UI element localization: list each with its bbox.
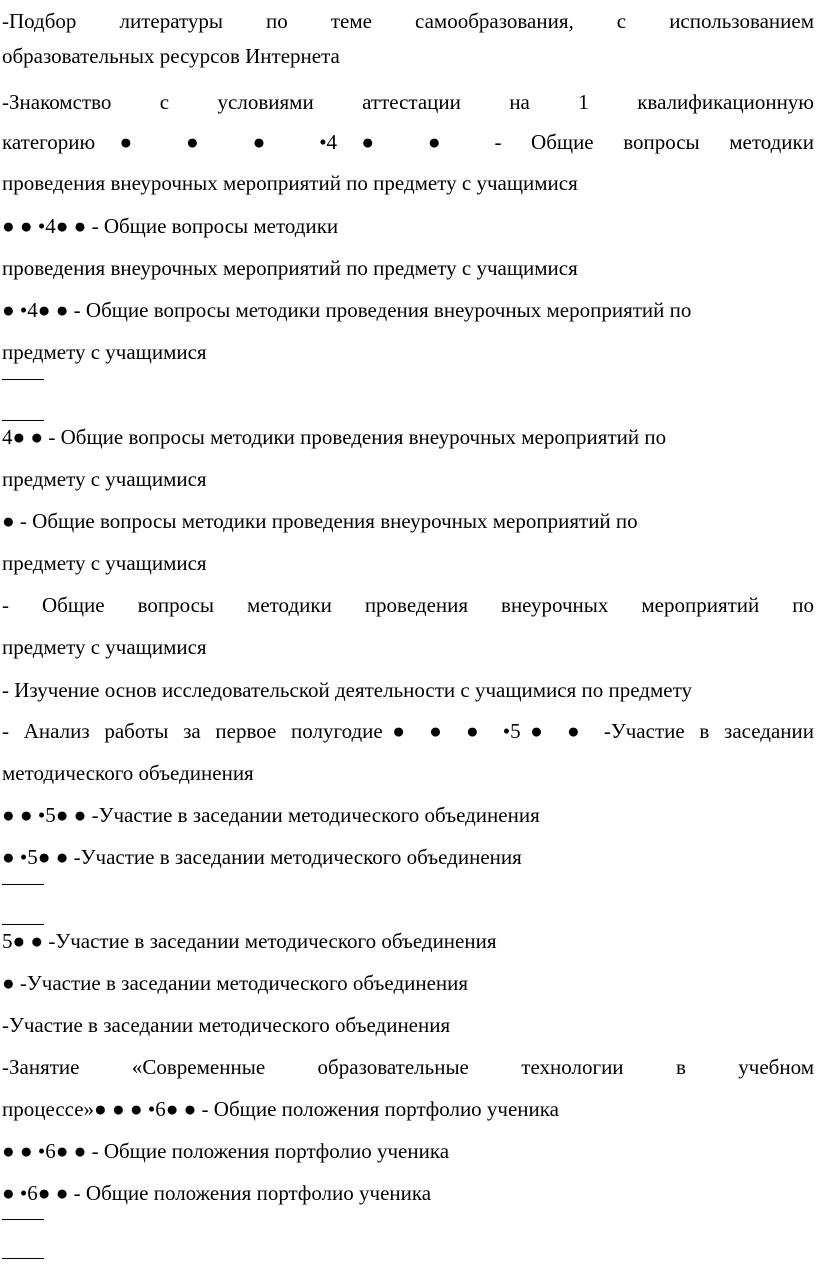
text-line: проведения внеурочных мероприятий по предмету с учащимися [2, 256, 578, 280]
text-line: - Общие вопросы методики проведения внеурочных мероприятий по [2, 593, 814, 617]
text-line: ● ● •5● ● -Участие в заседании методического объединения [2, 803, 540, 827]
text-line: ● ● •4● ● - Общие вопросы методики [2, 214, 339, 238]
text-line: - Анализ работы за первое полугодие● ● ● •5● ● -Участие в заседании [2, 719, 814, 743]
text-line: категорию● ● ● •4● ● - Общие вопросы методики [2, 130, 814, 154]
separator-line [2, 1219, 44, 1220]
text-line: -Знакомство с условиями аттестации на 1 квалификационную [2, 90, 814, 114]
text-line: 5● ● -Участие в заседании методического объединения [2, 929, 497, 953]
text-line: процессе»● ● ● •6● ● - Общие положения портфолио ученика [2, 1097, 559, 1121]
text-line: проведения внеурочных мероприятий по предмету с учащимися [2, 171, 578, 195]
separator-line [2, 924, 44, 925]
text-line: 4● ● - Общие вопросы методики проведения внеурочных мероприятий по [2, 425, 667, 449]
text-line: предмету с учащимися [2, 340, 207, 364]
text-line: ● •5● ● -Участие в заседании методического объединения [2, 845, 522, 869]
text-line: образовательных ресурсов Интернета [2, 44, 340, 68]
text-line: ● - Общие вопросы методики проведения внеурочных мероприятий по [2, 509, 638, 533]
text-line: предмету с учащимися [2, 467, 207, 491]
text-line: предмету с учащимися [2, 551, 207, 575]
text-line: ● •6● ● - Общие положения портфолио ученика [2, 1181, 432, 1205]
separator-line [2, 884, 44, 885]
text-line: - Изучение основ исследовательской деятельности с учащимися по предмету [2, 678, 692, 702]
text-line: предмету с учащимися [2, 635, 207, 659]
text-line: ● -Участие в заседании методического объединения [2, 971, 469, 995]
text-line: -Подбор литературы по теме самообразования, с использованием [2, 9, 814, 33]
text-line: методического объединения [2, 761, 254, 785]
separator-line [2, 379, 44, 380]
separator-line [2, 420, 44, 421]
separator-line [2, 1258, 44, 1259]
text-line: ● •4● ● - Общие вопросы методики проведения внеурочных мероприятий по [2, 298, 692, 322]
text-line: -Занятие «Современные образовательные технологии в учебном [2, 1055, 814, 1079]
text-line: -Участие в заседании методического объединения [2, 1013, 451, 1037]
text-line: ● ● •6● ● - Общие положения портфолио ученика [2, 1139, 450, 1163]
